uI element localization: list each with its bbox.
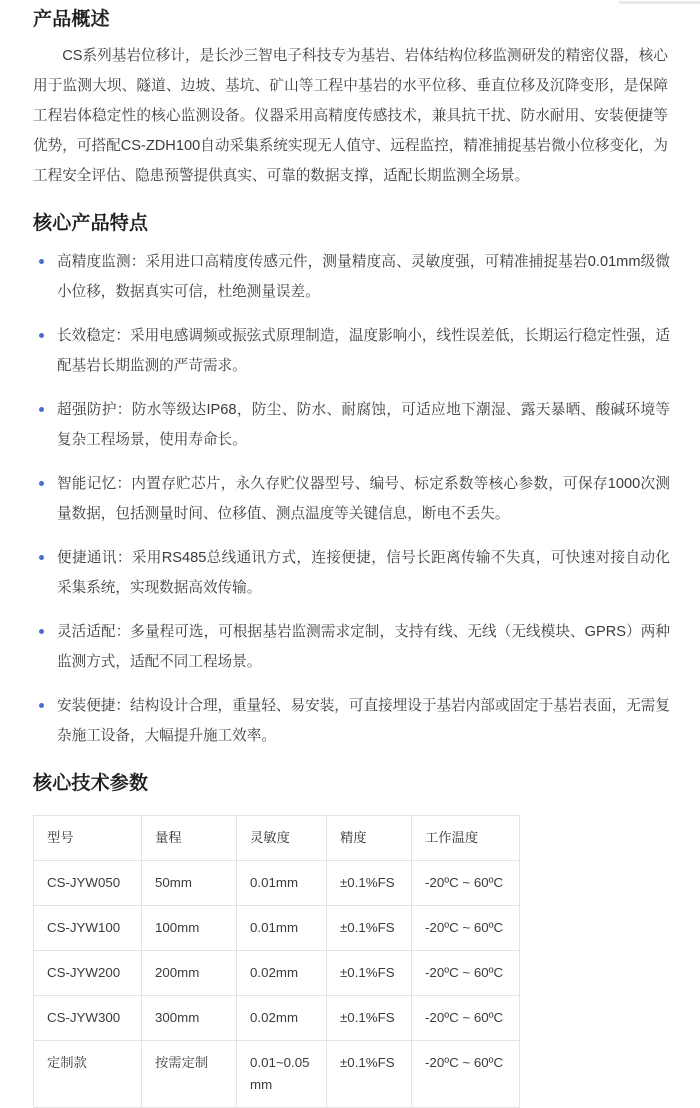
- cell-accuracy: ±0.1%FS: [327, 951, 412, 996]
- cell-sensitivity: 0.02mm: [237, 951, 327, 996]
- cell-range: 100mm: [142, 906, 237, 951]
- column-header-range: 量程: [142, 816, 237, 861]
- bullet-dot-icon: [39, 259, 44, 264]
- feature-list-item: [33, 543, 670, 603]
- feature-text: 高精度监测：采用进口高精度传感元件，测量精度高、灵敏度强，可精准捕捉基岩0.01mm级微小位移，数据真实可信，杜绝测量误差。: [57, 254, 670, 300]
- section-title-specs: 核心技术参数: [33, 773, 149, 794]
- cell-temperature: -20ºC ~ 60ºC: [412, 906, 520, 951]
- feature-list-item: [33, 321, 670, 381]
- section-title-overview: 产品概述: [33, 9, 110, 30]
- feature-text: 长效稳定：采用电感调频或振弦式原理制造，温度影响小，线性误差低，长期运行稳定性强，适配基岩长期监测的严苛需求。: [57, 328, 670, 374]
- cell-model: 定制款: [34, 1041, 142, 1108]
- cell-temperature: -20ºC ~ 60ºC: [412, 861, 520, 906]
- top-edge-rule: [619, 1, 700, 4]
- cell-model: CS-JYW050: [34, 861, 142, 906]
- feature-list-item: [33, 395, 670, 455]
- column-header-accuracy: 精度: [327, 816, 412, 861]
- section-title-features: 核心产品特点: [33, 213, 149, 234]
- cell-accuracy: ±0.1%FS: [327, 906, 412, 951]
- cell-accuracy: ±0.1%FS: [327, 1041, 412, 1108]
- table-row: [34, 861, 520, 906]
- feature-text: 便捷通讯：采用RS485总线通讯方式，连接便捷，信号长距离传输不失真，可快速对接自动化采集系统，实现数据高效传输。: [57, 550, 670, 596]
- cell-range: 300mm: [142, 996, 237, 1041]
- feature-text: 安装便捷：结构设计合理，重量轻、易安装，可直接埋设于基岩内部或固定于基岩表面，无需复杂施工设备，大幅提升施工效率。: [57, 698, 670, 744]
- spec-table: [33, 815, 520, 1108]
- cell-range: 200mm: [142, 951, 237, 996]
- cell-temperature: -20ºC ~ 60ºC: [412, 996, 520, 1041]
- cell-sensitivity: 0.02mm: [237, 996, 327, 1041]
- table-header-row: [34, 816, 520, 861]
- feature-text: 智能记忆：内置存贮芯片，永久存贮仪器型号、编号、标定系数等核心参数，可保存1000次测量数据，包括测量时间、位移值、测点温度等关键信息，断电不丢失。: [57, 476, 670, 522]
- feature-list-item: [33, 247, 670, 307]
- table-row: [34, 996, 520, 1041]
- column-header-sensitivity: 灵敏度: [237, 816, 327, 861]
- bullet-dot-icon: [39, 407, 44, 412]
- table-row: [34, 951, 520, 996]
- feature-text: 灵活适配：多量程可选，可根据基岩监测需求定制，支持有线、无线（无线模块、GPRS）两种监测方式，适配不同工程场景。: [57, 624, 670, 670]
- bullet-dot-icon: [39, 481, 44, 486]
- table-row: [34, 1041, 520, 1108]
- cell-temperature: -20ºC ~ 60ºC: [412, 951, 520, 996]
- feature-list-item: [33, 617, 670, 677]
- cell-range: 50mm: [142, 861, 237, 906]
- feature-list: [33, 247, 670, 751]
- cell-temperature: -20ºC ~ 60ºC: [412, 1041, 520, 1108]
- cell-sensitivity: 0.01~0.05mm: [237, 1041, 327, 1108]
- overview-paragraph: CS系列基岩位移计，是长沙三智电子科技专为基岩、岩体结构位移监测研发的精密仪器，核心用于监测大坝、隧道、边坡、基坑、矿山等工程中基岩的水平位移、垂直位移及沉降变形，是保障工程岩体稳定性的核心监测设备。仪器采用高精度传感技术，兼具抗干扰、防水耐用、安装便捷等优势，可搭配CS-ZDH100自动采集系统实现无人值守、远程监控，精准捕捉基岩微小位移变化，为工程安全评估、隐患预警提供真实、可靠的数据支撑，适配长期监测全场景。: [33, 48, 668, 184]
- cell-sensitivity: 0.01mm: [237, 906, 327, 951]
- cell-accuracy: ±0.1%FS: [327, 996, 412, 1041]
- cell-accuracy: ±0.1%FS: [327, 861, 412, 906]
- column-header-temperature: 工作温度: [412, 816, 520, 861]
- cell-range: 按需定制: [142, 1041, 237, 1108]
- bullet-dot-icon: [39, 333, 44, 338]
- column-header-model: 型号: [34, 816, 142, 861]
- bullet-dot-icon: [39, 703, 44, 708]
- bullet-dot-icon: [39, 555, 44, 560]
- cell-sensitivity: 0.01mm: [237, 861, 327, 906]
- bullet-dot-icon: [39, 629, 44, 634]
- feature-list-item: [33, 469, 670, 529]
- cell-model: CS-JYW100: [34, 906, 142, 951]
- feature-list-item: [33, 691, 670, 751]
- cell-model: CS-JYW300: [34, 996, 142, 1041]
- table-row: [34, 906, 520, 951]
- feature-text: 超强防护：防水等级达IP68，防尘、防水、耐腐蚀，可适应地下潮湿、露天暴晒、酸碱环境等复杂工程场景，使用寿命长。: [57, 402, 670, 448]
- cell-model: CS-JYW200: [34, 951, 142, 996]
